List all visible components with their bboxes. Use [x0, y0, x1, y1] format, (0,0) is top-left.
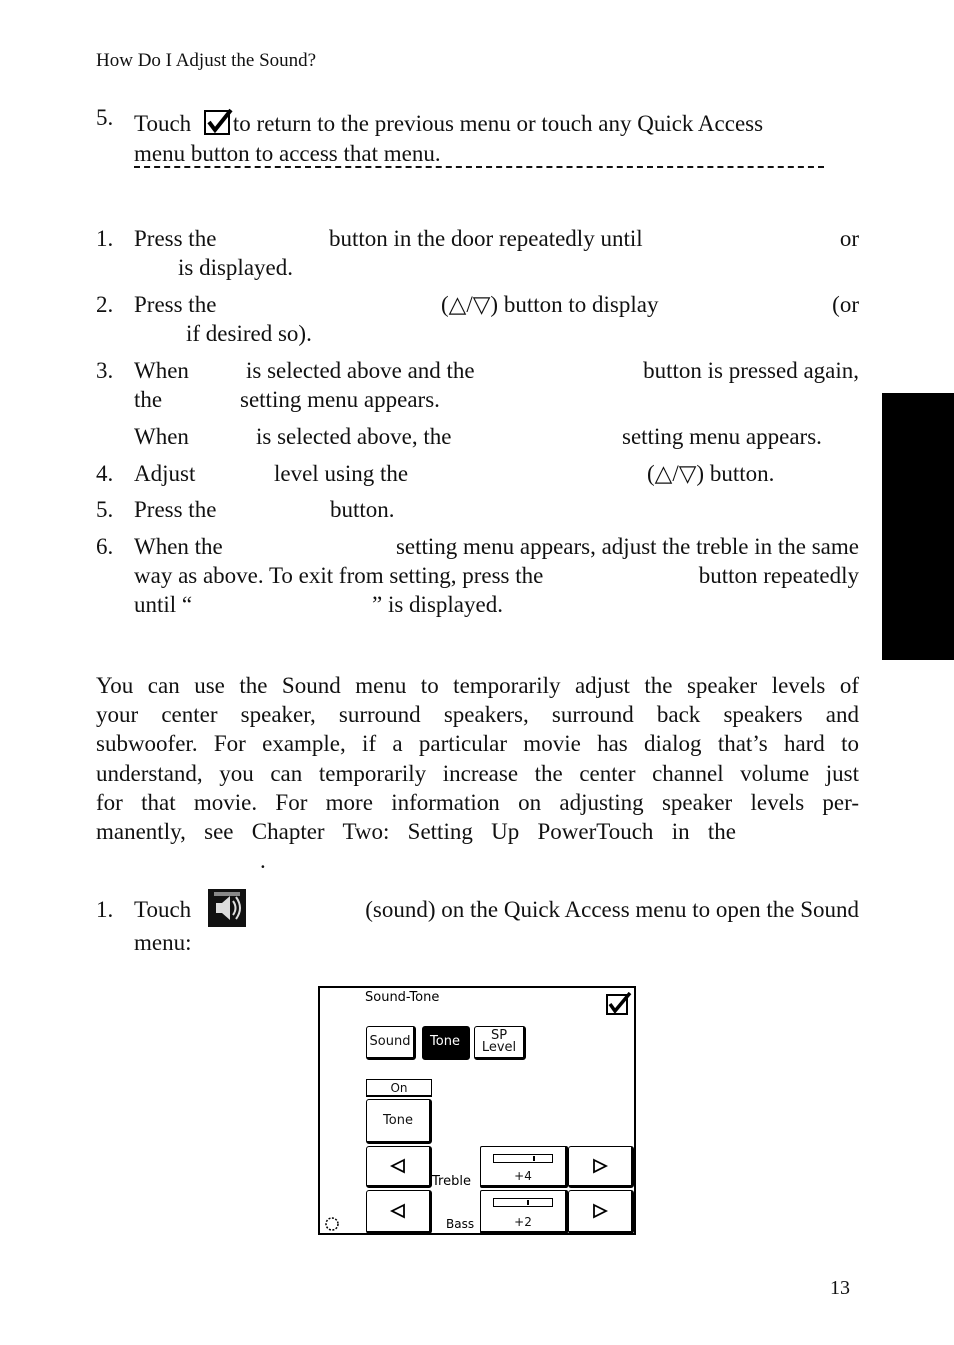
step-text: if desired so). [186, 321, 312, 346]
status-badge: On [366, 1079, 432, 1097]
intro-paragraph [96, 671, 859, 875]
step-number: 1. [96, 897, 114, 922]
step-text: button in the door repeatedly until [329, 226, 643, 251]
bass-decrease-button[interactable] [366, 1190, 432, 1234]
step-number: 3. [96, 358, 114, 383]
bass-level-bar [493, 1198, 553, 1207]
step-text-pre: Touch [134, 111, 192, 136]
step-text [134, 103, 763, 138]
step-text: is selected above, the [256, 424, 452, 449]
step-text: (△/▽) button to display [441, 292, 659, 317]
sound-icon [208, 889, 246, 927]
right-triangle-icon [591, 1203, 609, 1219]
left-triangle-icon [389, 1203, 407, 1219]
step-text: menu: [134, 930, 192, 955]
paragraph-line: subwoofer. For example, if a particular movie has dialog that’s hard to [96, 731, 859, 757]
step-text: Press the [134, 497, 217, 522]
page-number: 13 [830, 1277, 850, 1299]
step-text: When the [134, 534, 223, 559]
step-number: 6. [96, 534, 114, 559]
bass-level-indicator [527, 1200, 529, 1205]
step-text: setting menu appears. [240, 387, 440, 412]
paragraph-line: for that movie. For more information on adjusting speaker levels per- [96, 789, 859, 815]
step-text-line2: menu button to access that menu. [134, 141, 441, 166]
step-text: button. [330, 497, 395, 522]
tab-sp-level-line1: SP [490, 1028, 508, 1043]
step-text: button is pressed again, [643, 358, 859, 383]
step-text: When [134, 358, 189, 383]
step-text: When [134, 424, 189, 449]
step-text: Adjust [134, 461, 196, 486]
sound-tone-screen [318, 986, 636, 1235]
step-text: (or [832, 292, 859, 317]
step-text: (△/▽) button. [647, 461, 775, 486]
treble-label: Treble [432, 1174, 471, 1189]
step-text: setting menu appears, adjust the treble in the same [395, 534, 859, 559]
tone-button[interactable]: Tone [366, 1099, 432, 1144]
treble-level-indicator [533, 1156, 535, 1161]
step-text: the [134, 387, 163, 412]
checkmark-icon[interactable] [606, 992, 632, 1020]
step-text: way as above. To exit from setting, press the [134, 563, 544, 588]
step-text: setting menu appears. [622, 424, 822, 449]
step-text: Touch [134, 897, 192, 922]
step-number: 5. [96, 105, 114, 130]
tab-sp-level[interactable] [474, 1026, 526, 1060]
treble-value: +4 [514, 1169, 532, 1183]
left-triangle-icon [389, 1158, 407, 1174]
step-number: 1. [96, 226, 114, 251]
step-number: 4. [96, 461, 114, 486]
section-divider [134, 166, 824, 171]
paragraph-line: your center speaker, surround speakers, surround back speakers and [96, 702, 859, 728]
step-number: 5. [96, 497, 114, 522]
checkmark-icon [203, 108, 233, 143]
step-text-post: to return to the previous menu or touch any Quick Access [232, 111, 764, 136]
bass-level-meter [480, 1190, 568, 1234]
step-text: Press the [134, 226, 217, 251]
screen-title: Sound-Tone [365, 990, 440, 1005]
step-text: or [839, 226, 859, 251]
treble-increase-button[interactable] [568, 1146, 634, 1188]
bass-label: Bass [446, 1217, 475, 1231]
tab-sound[interactable]: Sound [366, 1026, 416, 1060]
step-text: (sound) on the Quick Access menu to open the Sound [365, 897, 859, 922]
treble-level-bar [493, 1154, 553, 1163]
bass-value: +2 [514, 1215, 532, 1229]
treble-level-meter [480, 1146, 568, 1188]
tab-sp-level-line2: Level [481, 1040, 517, 1055]
paragraph-line: You can use the Sound menu to temporarily adjust the speaker levels of [96, 673, 859, 698]
paragraph-line: manently, see Chapter Two: Setting Up PowerTouch in the [96, 819, 736, 845]
step-text: level using the [274, 461, 409, 486]
tab-tone[interactable]: Tone [422, 1026, 470, 1060]
paragraph-line: . [260, 848, 266, 874]
step-text: Press the [134, 292, 217, 317]
power-indicator-icon [324, 1216, 340, 1236]
step-number: 2. [96, 292, 114, 317]
running-header: How Do I Adjust the Sound? [96, 50, 317, 71]
step-text: is displayed. [178, 255, 293, 280]
step-text: button repeatedly [698, 563, 859, 588]
chapter-tab [882, 393, 954, 660]
treble-decrease-button[interactable] [366, 1146, 432, 1188]
paragraph-line: understand, you can temporarily increase the center channel volume just [96, 760, 859, 786]
step-text: is selected above and the [246, 358, 475, 383]
right-triangle-icon [591, 1158, 609, 1174]
step-text: until “ [134, 592, 193, 617]
step-text: ” is displayed. [372, 592, 503, 617]
bass-increase-button[interactable] [568, 1190, 634, 1234]
